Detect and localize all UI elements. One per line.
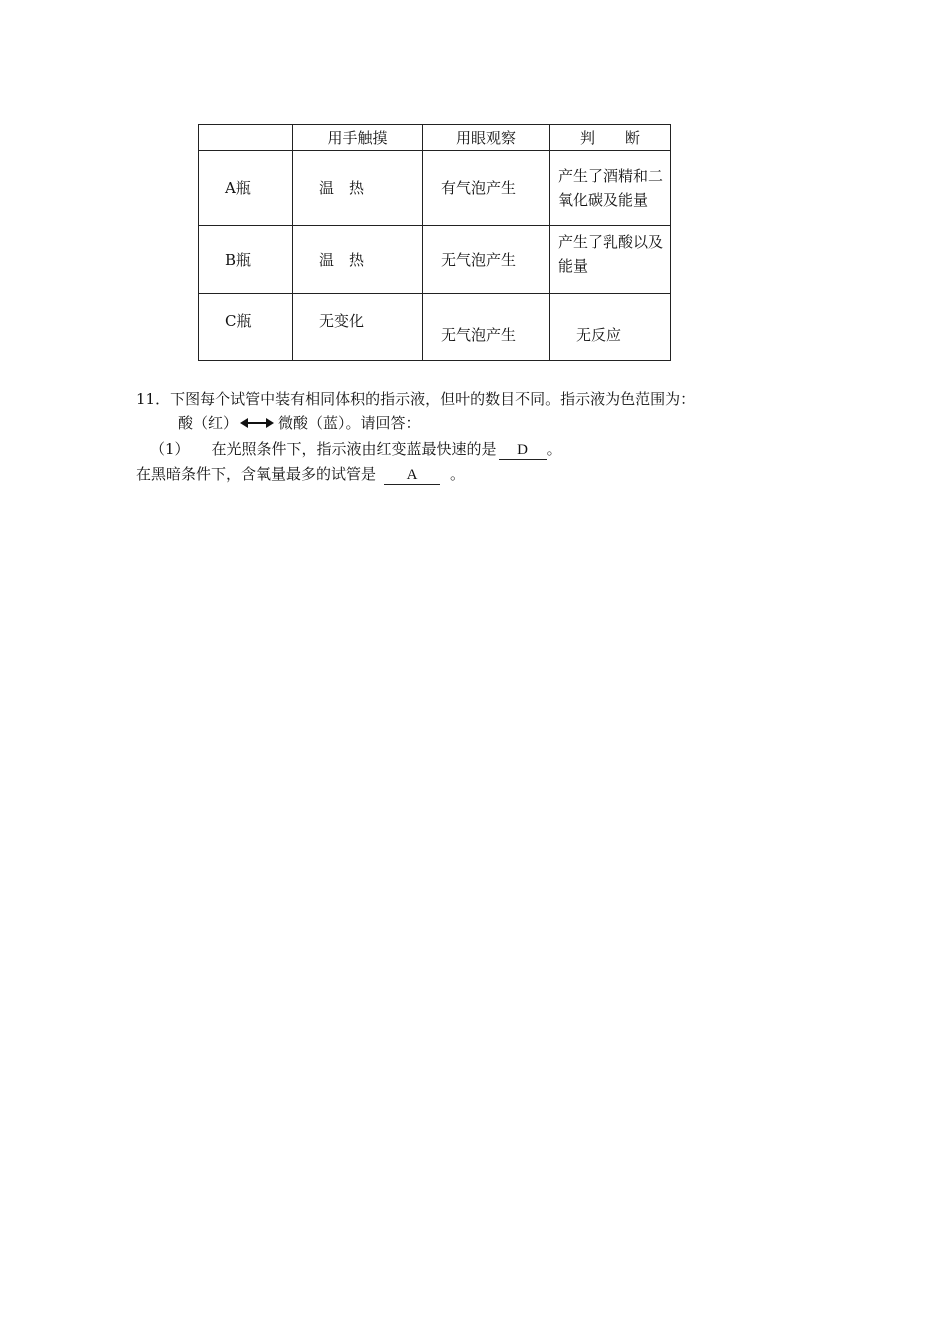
- observe-cell: 有气泡产生: [423, 151, 550, 226]
- observe-text: 无气泡产生: [441, 326, 517, 344]
- row-label: [199, 294, 293, 361]
- double-arrow-icon: [240, 414, 274, 434]
- row-label-text: C瓶: [225, 312, 252, 330]
- judgment-text: 产生了乳酸以及能量: [558, 232, 664, 275]
- observe-cell: [423, 294, 550, 361]
- touch-cell: 温 热: [293, 151, 423, 226]
- sub-question-text: 在黑暗条件下，含氧量最多的试管是: [136, 465, 377, 483]
- table-header-row: [199, 125, 671, 151]
- judgment-cell: 产生了酒精和二氧化碳及能量: [550, 151, 671, 226]
- table-row: [199, 294, 671, 361]
- sub-question-number: （1）: [150, 440, 190, 458]
- question-number: 11．: [136, 390, 171, 408]
- experiment-result-table: [198, 124, 671, 361]
- table-row: [199, 151, 671, 226]
- range-right-text: 微酸（蓝）。请回答：: [278, 414, 421, 432]
- sub-question-end: 。: [546, 440, 562, 458]
- answer-blank: A: [384, 466, 440, 485]
- answer-blank: D: [499, 441, 547, 460]
- touch-cell: [293, 294, 423, 361]
- indicator-range: [178, 413, 421, 434]
- row-label: B瓶: [199, 226, 293, 294]
- judgment-cell: [550, 226, 671, 294]
- header-cell-judgment: 判 断: [550, 125, 671, 151]
- judgment-cell: [550, 294, 671, 361]
- table-row: [199, 226, 671, 294]
- header-cell-empty: [199, 125, 293, 151]
- header-cell-observe: 用眼观察: [423, 125, 550, 151]
- header-cell-touch: 用手触摸: [293, 125, 423, 151]
- touch-text: 无变化: [319, 312, 365, 330]
- sub-question-1: [150, 439, 562, 460]
- sub-question-2: [136, 464, 465, 485]
- touch-cell: 温 热: [293, 226, 423, 294]
- sub-question-text: 在光照条件下，指示液由红变蓝最快速的是: [211, 440, 497, 458]
- sub-question-end: 。: [450, 465, 466, 483]
- question-11-intro: [136, 389, 695, 409]
- range-left-text: 酸（红）: [178, 414, 239, 432]
- row-label: A瓶: [199, 151, 293, 226]
- judgment-text: 无反应: [576, 326, 622, 344]
- question-intro-text: 下图每个试管中装有相同体积的指示液，但叶的数目不同。指示液为色范围为：: [170, 390, 696, 408]
- observe-cell: 无气泡产生: [423, 226, 550, 294]
